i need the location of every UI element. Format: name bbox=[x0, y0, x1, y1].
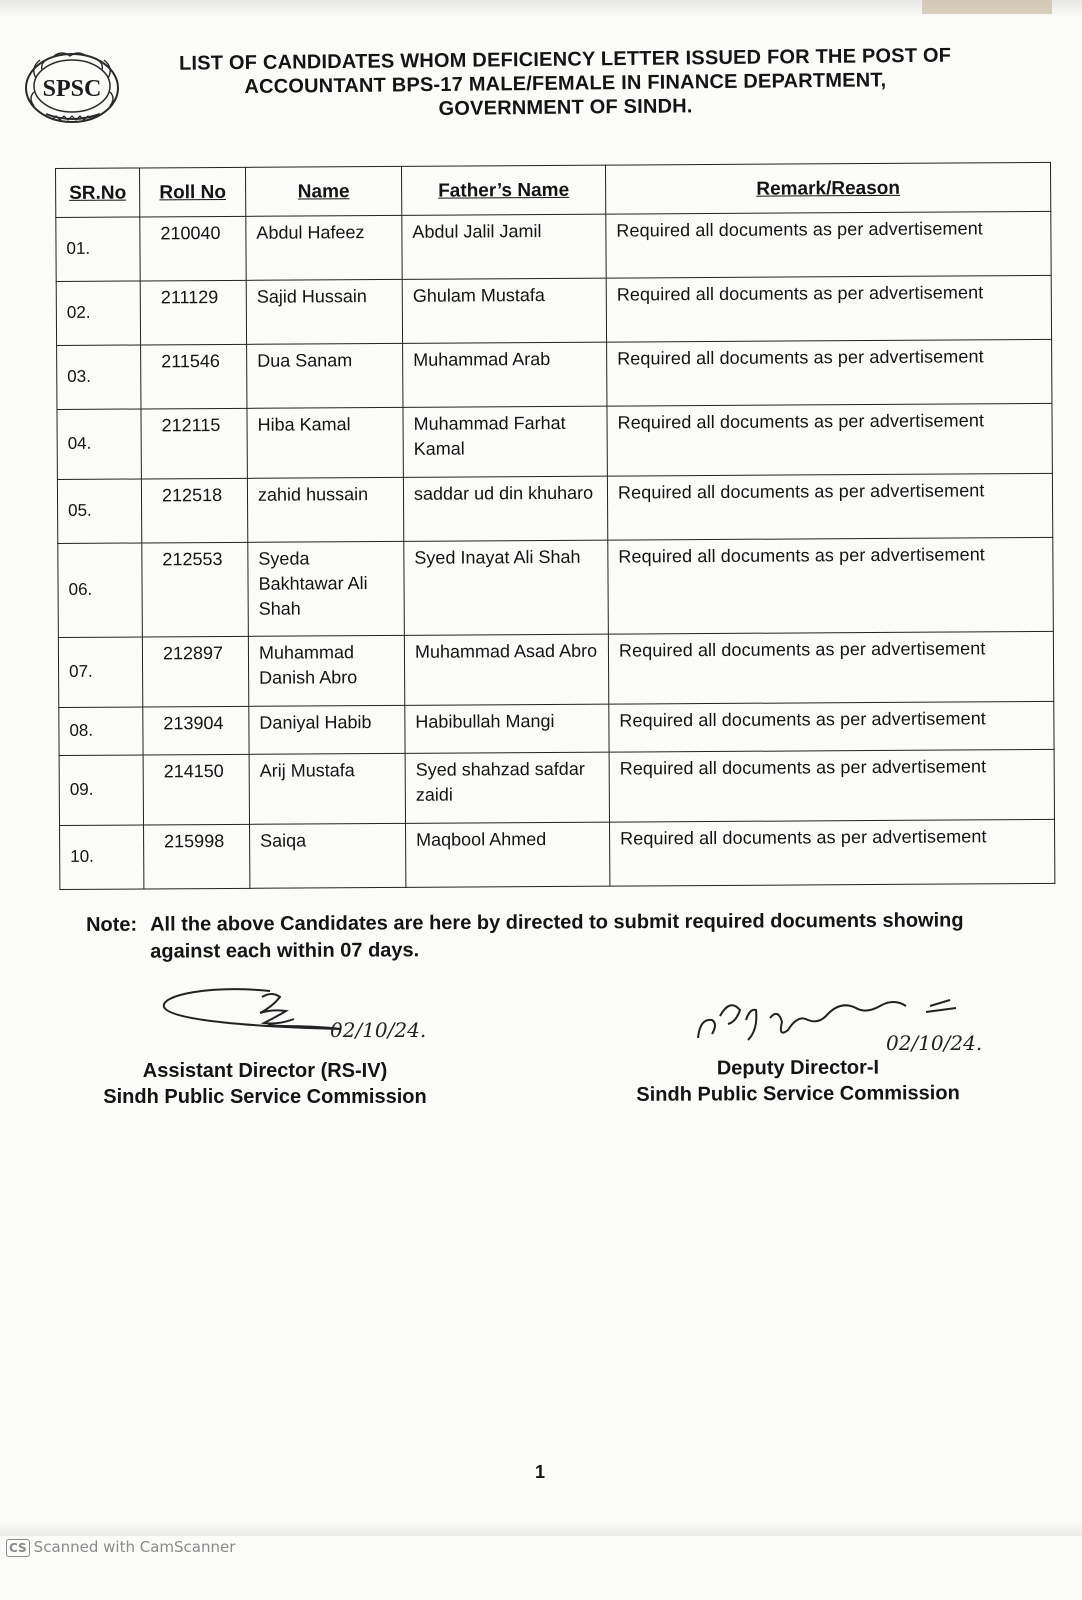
camscanner-logo-icon: CS bbox=[6, 1539, 30, 1557]
table-row bbox=[56, 211, 1051, 281]
scan-edge-bottom bbox=[0, 1520, 1082, 1536]
cell-name: Saiqa bbox=[250, 823, 406, 888]
cell-fathers-name: Muhammad Farhat Kamal bbox=[403, 406, 607, 477]
table-row bbox=[57, 473, 1052, 543]
signatory-right bbox=[628, 1054, 968, 1108]
table-row bbox=[59, 701, 1054, 755]
cell-sr-no: 03. bbox=[57, 345, 141, 410]
cell-fathers-name: saddar ud din khuharo bbox=[403, 476, 607, 541]
note-paragraph bbox=[86, 907, 1026, 966]
camscanner-watermark bbox=[6, 1538, 235, 1557]
cell-fathers-name: Ghulam Mustafa bbox=[402, 278, 606, 343]
cell-sr-no: 10. bbox=[60, 825, 144, 890]
cell-name: Daniyal Habib bbox=[249, 705, 405, 754]
cell-name: Hiba Kamal bbox=[247, 407, 403, 478]
cell-remark: Required all documents as per advertisement bbox=[609, 701, 1054, 752]
table-row bbox=[59, 749, 1054, 825]
assistant-director-signature bbox=[150, 985, 440, 1045]
cell-remark: Required all documents as per advertisement bbox=[610, 819, 1055, 886]
cell-roll-no: 212115 bbox=[141, 408, 247, 479]
header-fathers-name: Father’s Name bbox=[401, 165, 605, 215]
table-row bbox=[58, 631, 1053, 707]
cell-name: zahid hussain bbox=[247, 477, 403, 542]
cell-remark: Required all documents as per advertisement bbox=[606, 211, 1051, 278]
cell-roll-no: 212897 bbox=[142, 636, 248, 707]
table-row bbox=[57, 403, 1052, 479]
title-line-3: GOVERNMENT OF SINDH. bbox=[438, 95, 693, 120]
cell-fathers-name: Muhammad Arab bbox=[403, 342, 607, 407]
cell-roll-no: 213904 bbox=[143, 706, 249, 755]
cell-fathers-name: Syed shahzad safdar zaidi bbox=[405, 752, 609, 823]
cell-roll-no: 210040 bbox=[140, 216, 246, 281]
title-line-2: ACCOUNTANT BPS-17 MALE/FEMALE IN FINANCE DEPARTMENT, bbox=[244, 69, 887, 99]
spsc-seal-logo-icon bbox=[22, 48, 134, 128]
scan-corner-artifact bbox=[922, 0, 1052, 14]
cell-roll-no: 211546 bbox=[141, 344, 247, 409]
table-header-row bbox=[56, 162, 1051, 217]
cell-sr-no: 04. bbox=[57, 409, 141, 480]
table-row bbox=[60, 819, 1055, 889]
signatory-right-org: Sindh Public Service Commission bbox=[636, 1082, 960, 1106]
cell-fathers-name: Habibullah Mangi bbox=[405, 704, 609, 753]
table-row bbox=[56, 275, 1051, 345]
cell-fathers-name: Syed Inayat Ali Shah bbox=[404, 540, 609, 635]
cell-name: Dua Sanam bbox=[247, 343, 403, 408]
signatory-left-title: Assistant Director (RS-IV) bbox=[142, 1060, 388, 1082]
cell-sr-no: 05. bbox=[57, 479, 141, 544]
right-signature-date: 02/10/24. bbox=[886, 1031, 983, 1055]
cell-fathers-name: Maqbool Ahmed bbox=[406, 822, 610, 887]
watermark-text: Scanned with CamScanner bbox=[33, 1538, 236, 1556]
note-label: Note: bbox=[86, 913, 138, 936]
page-number: 1 bbox=[535, 1462, 546, 1482]
cell-roll-no: 212518 bbox=[141, 478, 247, 543]
cell-sr-no: 07. bbox=[58, 637, 142, 708]
header-roll-no: Roll No bbox=[140, 167, 246, 217]
cell-name: Syeda Bakhtawar Ali Shah bbox=[248, 541, 405, 636]
signatory-left bbox=[100, 1058, 430, 1110]
header-remark-reason: Remark/Reason bbox=[605, 162, 1050, 214]
cell-name: Muhammad Danish Abro bbox=[248, 635, 404, 706]
cell-remark: Required all documents as per advertisement bbox=[606, 275, 1051, 342]
cell-sr-no: 08. bbox=[59, 707, 143, 756]
cell-roll-no: 214150 bbox=[143, 754, 249, 825]
cell-sr-no: 02. bbox=[56, 281, 140, 346]
cell-roll-no: 212553 bbox=[142, 542, 249, 637]
header-name: Name bbox=[245, 166, 401, 216]
cell-sr-no: 01. bbox=[56, 217, 140, 282]
signatory-left-org: Sindh Public Service Commission bbox=[103, 1086, 427, 1108]
note-text: All the above Candidates are here by directed to submit required documents showing against each within 07 days. bbox=[150, 909, 964, 963]
cell-name: Sajid Hussain bbox=[246, 279, 402, 344]
cell-name: Arij Mustafa bbox=[249, 753, 405, 824]
cell-fathers-name: Abdul Jalil Jamil bbox=[402, 214, 606, 279]
left-signature-date: 02/10/24. bbox=[330, 1018, 427, 1042]
cell-remark: Required all documents as per advertisement bbox=[607, 473, 1052, 540]
candidates-table bbox=[55, 162, 1055, 890]
header-sr-no: SR.No bbox=[56, 168, 140, 218]
cell-remark: Required all documents as per advertisement bbox=[608, 537, 1054, 634]
signatory-right-title: Deputy Director-I bbox=[716, 1056, 880, 1080]
table-row bbox=[58, 537, 1054, 637]
title-line-1: LIST OF CANDIDATES WHOM DEFICIENCY LETTER ISSUED FOR THE POST OF bbox=[178, 44, 952, 75]
cell-remark: Required all documents as per advertisement bbox=[609, 749, 1054, 822]
logo-monogram: SPSC bbox=[42, 76, 102, 102]
scan-edge-top bbox=[0, 0, 1082, 18]
cell-fathers-name: Muhammad Asad Abro bbox=[404, 634, 608, 705]
document-title bbox=[150, 43, 981, 124]
cell-sr-no: 09. bbox=[59, 755, 143, 826]
cell-remark: Required all documents as per advertisement bbox=[608, 631, 1053, 704]
cell-name: Abdul Hafeez bbox=[246, 215, 402, 280]
candidates-table-wrapper bbox=[55, 162, 1054, 890]
cell-roll-no: 211129 bbox=[140, 280, 246, 345]
table-row bbox=[57, 339, 1052, 409]
deputy-director-signature bbox=[690, 990, 1020, 1060]
cell-remark: Required all documents as per advertisement bbox=[607, 339, 1052, 406]
cell-sr-no: 06. bbox=[58, 543, 143, 638]
cell-roll-no: 215998 bbox=[144, 824, 250, 889]
cell-remark: Required all documents as per advertisement bbox=[607, 403, 1052, 476]
